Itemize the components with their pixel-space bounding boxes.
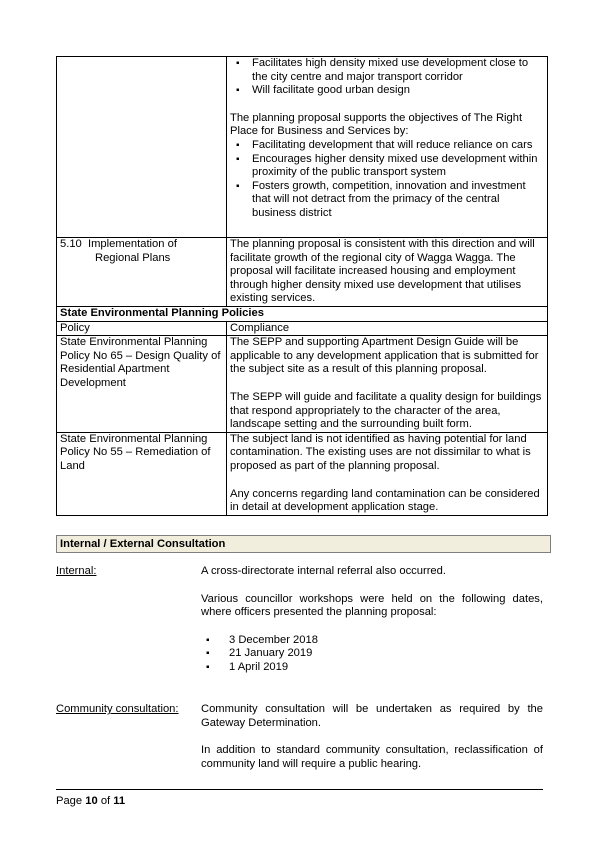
empty-cell — [57, 57, 227, 238]
direction-label: Implementation of — [88, 238, 177, 250]
table-row — [57, 306, 548, 321]
compliance-cell — [227, 336, 548, 433]
internal-body — [201, 565, 543, 675]
paragraph: Various councillor workshops were held on the following dates, where officers presented the planning proposal: — [201, 592, 543, 619]
direction-label-cont: Regional Plans — [95, 251, 171, 264]
page-word: Page — [56, 795, 83, 807]
direction-cell — [57, 238, 227, 307]
compliance-cell: The planning proposal is consistent with this direction and will facilitate growth of the regional city of Wagga Wagga. The proposal will facilitate increased housing and employment through higher density mixed use development that utilises existing services. — [227, 238, 548, 307]
section-title: State Environmental Planning Policies — [57, 306, 548, 321]
list-item: ▪ Facilitates high density mixed use development close to the city centre and major transport corridor — [230, 57, 544, 84]
bullet-list — [230, 57, 544, 98]
page-footer — [56, 795, 125, 809]
of-word: of — [100, 795, 111, 807]
community-body — [201, 703, 543, 771]
direction-number: 5.10 — [60, 238, 82, 250]
paragraph: The planning proposal supports the objectives of The Right Place for Business and Services by: — [230, 111, 523, 138]
section-heading: Internal / External Consultation — [56, 535, 551, 553]
internal-label: Internal: — [56, 565, 97, 577]
page-number: 10 — [85, 795, 98, 807]
table-row — [57, 57, 548, 238]
policy-cell: State Environmental Planning Policy No 55 – Remediation of Land — [57, 432, 227, 515]
policy-cell: State Environmental Planning Policy No 65 – Design Quality of Residential Apartment Development — [57, 336, 227, 433]
table-row — [57, 238, 548, 307]
compliance-cell — [227, 57, 548, 238]
paragraph: Any concerns regarding land contamination can be considered in detail at development application stage. — [230, 487, 540, 514]
community-label: Community consultation: — [56, 703, 179, 715]
table-row — [57, 321, 548, 336]
planning-compliance-table — [56, 56, 548, 516]
paragraph: In addition to standard community consultation, reclassification of community land will require a public hearing. — [201, 744, 543, 770]
column-header-policy: Policy — [57, 321, 227, 336]
paragraph: The SEPP and supporting Apartment Design Guide will be applicable to any development application that is submitted for the subject site as a result of this planning proposal. — [230, 336, 539, 376]
footer-divider — [56, 789, 543, 790]
page-total: 11 — [113, 795, 126, 807]
list-item: ▪ Fosters growth, competition, innovation and investment that will not detract from the primacy of the central business district — [230, 180, 544, 221]
paragraph: The SEPP will guide and facilitate a quality design for buildings that respond appropriately to the character of the area, landscape setting and the surrounding built form. — [230, 390, 542, 431]
paragraph: A cross-directorate internal referral also occurred. — [201, 565, 446, 577]
list-item: ▪ Will facilitate good urban design — [230, 84, 544, 98]
list-item: ▪ Encourages higher density mixed use development within proximity of the public transport system — [230, 153, 544, 180]
list-item: ▪ 21 January 2019 — [201, 647, 543, 661]
column-header-compliance: Compliance — [227, 321, 548, 336]
paragraph: The subject land is not identified as having potential for land contamination. The existing uses are not dissimilar to what is proposed as part of the planning proposal. — [230, 432, 531, 472]
list-item: ▪ 1 April 2019 — [201, 661, 543, 675]
compliance-cell — [227, 432, 548, 515]
list-item: ▪ 3 December 2018 — [201, 634, 543, 648]
bullet-list — [230, 139, 544, 221]
list-item: ▪ Facilitating development that will reduce reliance on cars — [230, 139, 544, 153]
workshop-dates-list — [201, 634, 543, 675]
table-row — [57, 432, 548, 515]
table-row — [57, 336, 548, 433]
paragraph: Community consultation will be undertaken as required by the Gateway Determination. — [201, 703, 543, 729]
